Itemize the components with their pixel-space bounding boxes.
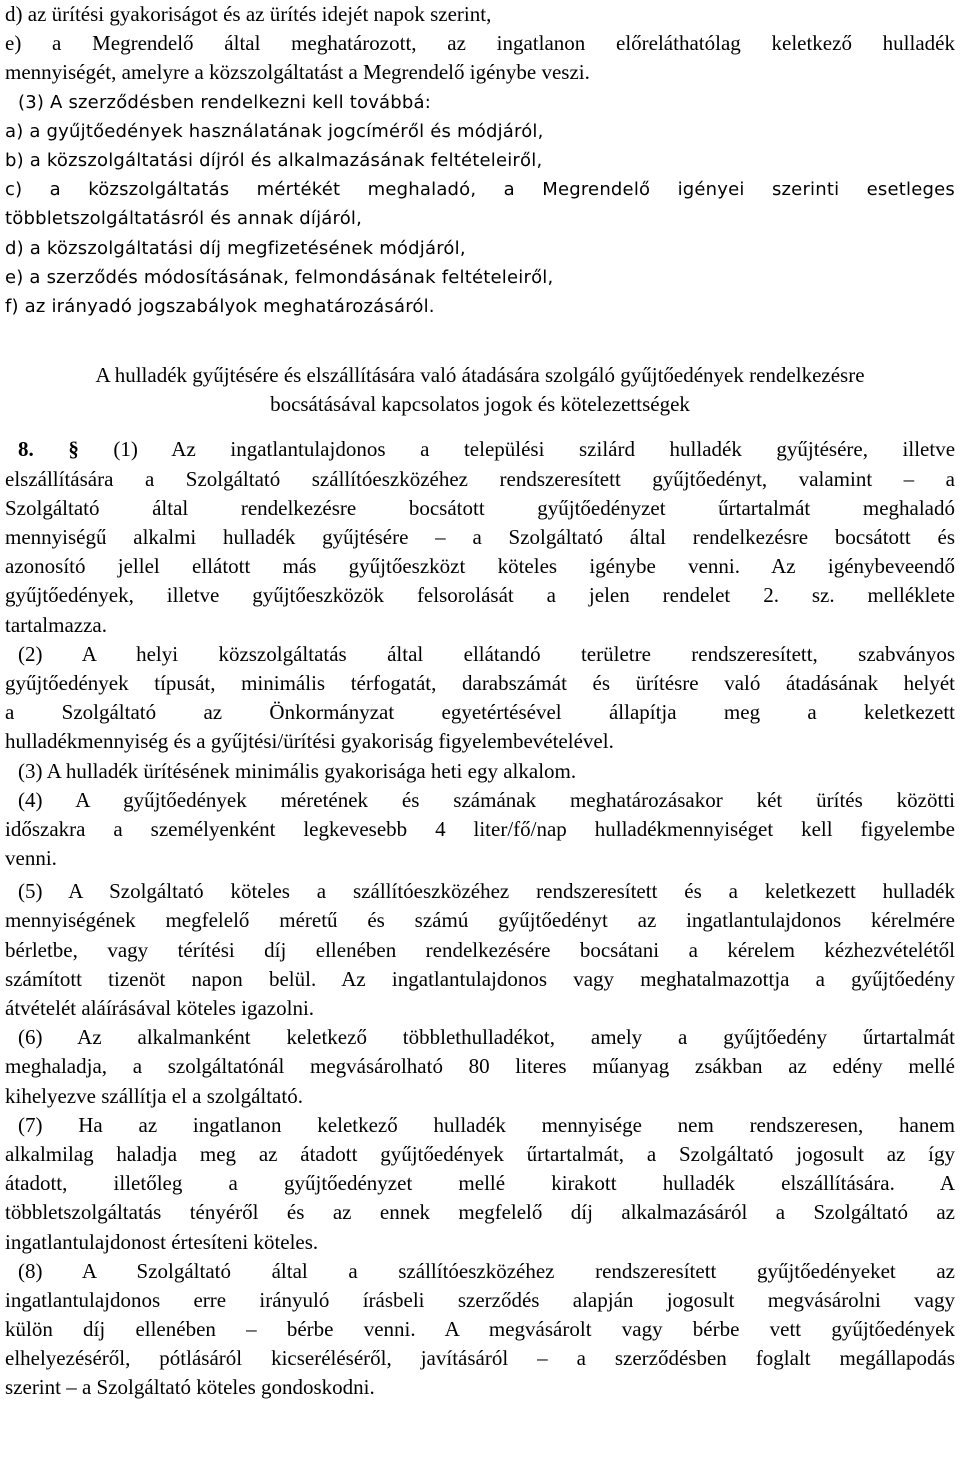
heading-line-2: bocsátásával kapcsolatos jogok és kötelezettségek	[270, 392, 690, 417]
par8-p2-line: gyűjtőedények típusát, minimális térfogatát, darabszámát és ürítésre való átadásának helyét	[5, 670, 955, 695]
par8-p8-line: elhelyezéséről, pótlásáról kicseréléséről, javításáról – a szerződésben foglalt megállapodás	[5, 1346, 955, 1371]
par8-p1-line: azonosító jellel ellátott más gyűjtőeszközt köteles igénybe venni. Az igénybeveendő	[5, 554, 955, 579]
par8-p5-line: bérletbe, vagy térítési díj ellenében rendelkezésére bocsátani a kérelem kézhezvételétől	[5, 937, 955, 962]
par8-p5-line: (5) A Szolgáltató köteles a szállítóeszközéhez rendszeresített és a keletkezett hulladék	[18, 879, 955, 904]
section-3-item-d: d) a közszolgáltatási díj megfizetésének módjáról,	[5, 237, 466, 259]
section-3-block	[5, 88, 955, 322]
section-3-item-c-line2: többletszolgáltatásról és annak díjáról,	[5, 208, 363, 230]
par8-p5-last: átvételét aláírásával köteles igazolni.	[5, 996, 315, 1020]
par8-p4-line: időszakra a személyenként legkevesebb 4 liter/fő/nap hulladékmennyiséget kell figyelembe	[5, 816, 955, 841]
par8-p1-line: Szolgáltató által rendelkezésre bocsátott gyűjtőedényzet űrtartalmát meghaladó	[5, 495, 955, 520]
par8-p5-line: mennyiségének megfelelő méretű és számú gyűjtőedényt az ingatlantulajdonos kérelmére	[5, 908, 955, 933]
paragraph-8	[5, 435, 955, 1402]
par8-p1-last: tartalmazza.	[5, 612, 108, 637]
heading-line-1: A hulladék gyűjtésére és elszállítására való átadására szolgáló gyűjtőedények rendelkezésre	[95, 363, 865, 388]
par8-number: 8.	[18, 437, 34, 462]
par8-p6-line: meghaladja, a szolgáltatónál megvásárolható 80 literes műanyag zsákban az edény mellé	[5, 1054, 955, 1079]
section-sign: §	[68, 437, 79, 462]
section-3-item-c-line1: c) a közszolgáltatás mértékét meghaladó, a Megrendelő igényei szerinti esetleges	[5, 179, 955, 201]
par8-p7-last: ingatlantulajdonost értesíteni köteles.	[5, 1229, 319, 1254]
document-page	[5, 0, 955, 1403]
par8-p7-line: alkalmilag haladja meg az átadott gyűjtőedények űrtartalmát, a Szolgáltató jogosult az így	[5, 1141, 955, 1166]
par8-p5-line: számított tizenöt napon belül. Az ingatlantulajdonos vagy meghatalmazottja a gyűjtőedény	[5, 966, 955, 991]
top-list	[5, 0, 955, 88]
par8-p1-line: gyűjtőedények, illetve gyűjtőeszközök felsorolását a jelen rendelet 2. sz. melléklete	[5, 583, 955, 608]
par8-p8-last: szerint – a Szolgáltató köteles gondoskodni.	[5, 1375, 375, 1400]
section-3-item-e: e) a szerződés módosításának, felmondásának feltételeiről,	[5, 266, 554, 288]
section-3-intro: (3) A szerződésben rendelkezni kell továbbá:	[18, 91, 432, 113]
list-item-e-line1: e) a Megrendelő által meghatározott, az ingatlanon előreláthatólag keletkező hulladék	[5, 31, 955, 56]
par8-p7-line: (7) Ha az ingatlanon keletkező hulladék mennyisége nem rendszeresen, hanem	[18, 1112, 955, 1137]
par8-p8-line: (8) A Szolgáltató által a szállítóeszközéhez rendszeresített gyűjtőedényeket az	[18, 1258, 955, 1283]
par8-p2-last: hulladékmennyiség és a gyűjtési/ürítési gyakoriság figyelembevételével.	[5, 729, 614, 754]
par8-p1-first: (1) Az ingatlantulajdonos a települési szilárd hulladék gyűjtésére, illetve	[113, 437, 956, 462]
par8-p8-line: külön díj ellenében – bérbe venni. A megvásárolt vagy bérbe vett gyűjtőedények	[5, 1317, 955, 1342]
par8-p3: (3) A hulladék ürítésének minimális gyakorisága heti egy alkalom.	[18, 758, 577, 783]
par8-p8-line: ingatlantulajdonos erre irányuló írásbeli szerződés alapján jogosult megvásárolni vagy	[5, 1287, 955, 1312]
par8-p6-last: kihelyezve szállítja el a szolgáltató.	[5, 1083, 303, 1108]
par8-p7-line: többletszolgáltatás tényéről és az ennek megfelelő díj alkalmazásáról a Szolgáltató az	[5, 1200, 955, 1225]
par8-p6-line: (6) Az alkalmanként keletkező többlethulladékot, amely a gyűjtőedény űrtartalmát	[18, 1025, 955, 1050]
par8-p1-line: elszállítására a Szolgáltató szállítóeszközéhez rendszeresített gyűjtőedényt, valamint – a	[5, 466, 955, 491]
par8-p1-line: mennyiségű alkalmi hulladék gyűjtésére – a Szolgáltató által rendelkezésre bocsátott és	[5, 525, 955, 549]
list-item-e-line2: mennyiségét, amelyre a közszolgáltatást a Megrendelő igénybe veszi.	[5, 60, 590, 85]
par8-p2-line: a Szolgáltató az Önkormányzat egyetértésével állapítja meg a keletkezett	[5, 700, 955, 725]
list-item-d: d) az ürítési gyakoriságot és az ürítés idejét napok szerint,	[5, 2, 492, 26]
section-3-item-a: a) a gyűjtőedények használatának jogcíméről és módjáról,	[5, 120, 544, 142]
par8-p7-line: átadott, illetőleg a gyűjtőedényzet mellé kirakott hulladék elszállítására. A	[5, 1171, 955, 1196]
section-heading	[5, 361, 955, 419]
par8-p2-line: (2) A helyi közszolgáltatás által ellátandó területre rendszeresített, szabványos	[18, 641, 955, 666]
section-3-item-b: b) a közszolgáltatási díjról és alkalmazásának feltételeiről,	[5, 149, 543, 171]
par8-line-1	[5, 435, 955, 464]
section-3-item-f: f) az irányadó jogszabályok meghatározásáról.	[5, 295, 435, 317]
par8-p4-last: venni.	[5, 846, 57, 871]
par8-p4-line: (4) A gyűjtőedények méretének és számának meghatározásakor két ürítés közötti	[18, 787, 955, 812]
